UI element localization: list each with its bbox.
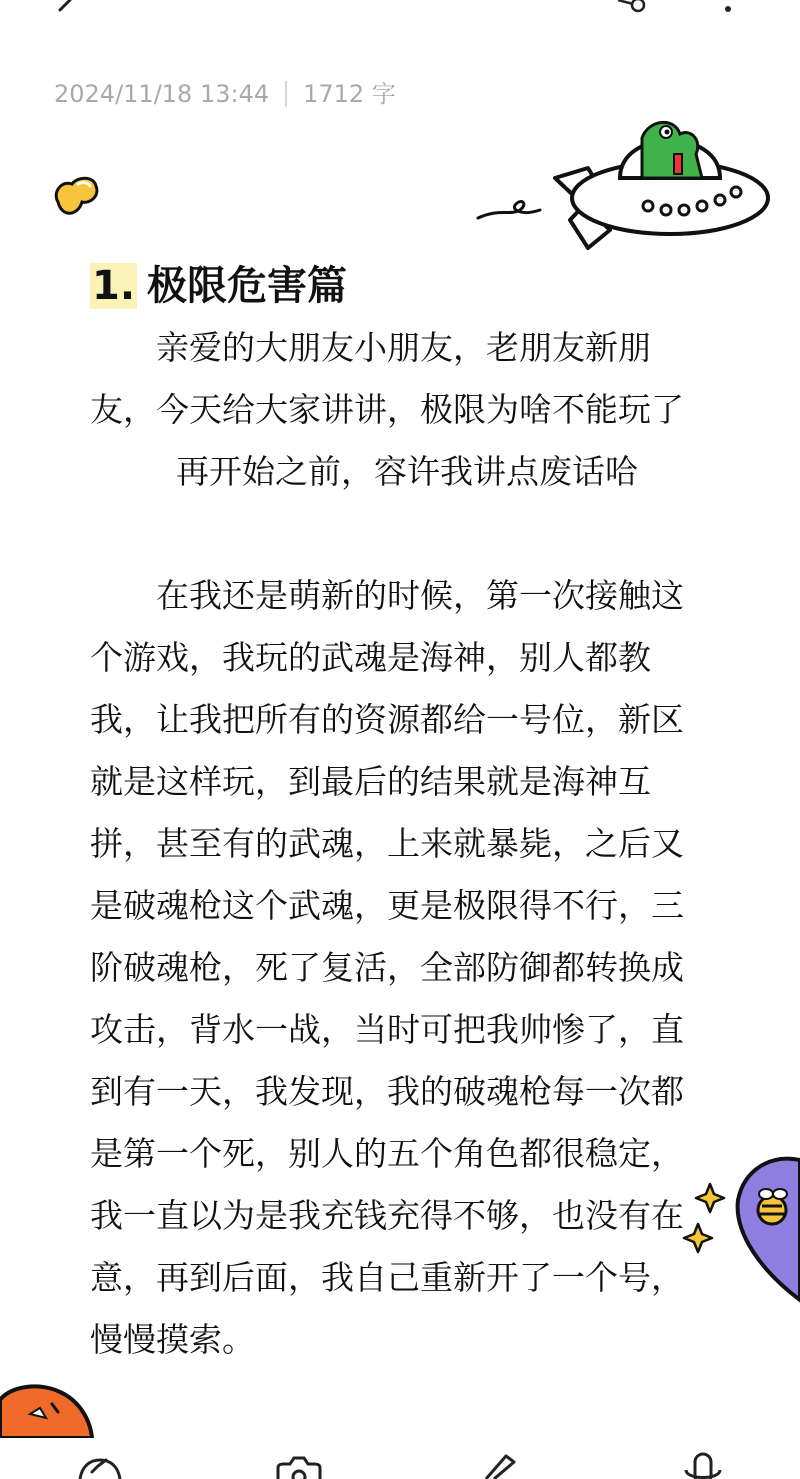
top-toolbar [0,0,800,24]
share-icon[interactable] [608,0,652,24]
note-body[interactable] [90,317,700,1371]
paragraph: 在我还是萌新的时候，第一次接触这个游戏，我玩的武魂是海神，别人都教我，让我把所有的资源都给一号位，新区就是这样玩，到最后的结果就是海神互拼，甚至有的武魂，上来就暴毙，之后又是破魂枪这个武魂，更是极限得不行，三阶破魂枪，死了复活，全部防御都转换成攻击，背水一战，当时可把我帅惨了，直到有一天，我发现，我的破魂枪每一次都是第一个死，别人的五个角色都很稳定，我一直以为是我充钱充得不够，也没有在意，再到后面，我自己重新开了一个号，慢慢摸索。 [90,576,684,1359]
back-arrow-icon[interactable] [50,0,90,24]
paragraph: 再开始之前，容许我讲点废话哈 [176,452,638,491]
microphone-icon[interactable] [678,1452,728,1479]
pen-icon[interactable] [476,1452,526,1479]
note-heading [90,254,347,311]
meta-divider [285,81,287,107]
more-vertical-icon[interactable] [718,0,738,24]
camera-icon[interactable] [274,1452,324,1479]
paragraph: 亲爱的大朋友小朋友，老朋友新朋友，今天给大家讲讲，极限为啥不能玩了 [90,328,684,429]
blank-line [90,503,700,565]
purple-bee-sticker-icon [680,1140,800,1310]
note-date: 2024/11/18 13:44 [54,80,270,108]
heading-text: 极限危害篇 [147,263,348,309]
word-count: 1712 字 [303,80,396,108]
bottom-toolbar [0,1452,800,1479]
note-meta [54,74,396,109]
bean-sticker-icon [48,172,104,222]
heading-number: 1. [92,263,136,309]
checklist-icon[interactable] [76,1452,126,1479]
orange-creature-sticker-icon [0,1378,100,1438]
ufo-dinosaur-sticker-icon [470,98,780,258]
